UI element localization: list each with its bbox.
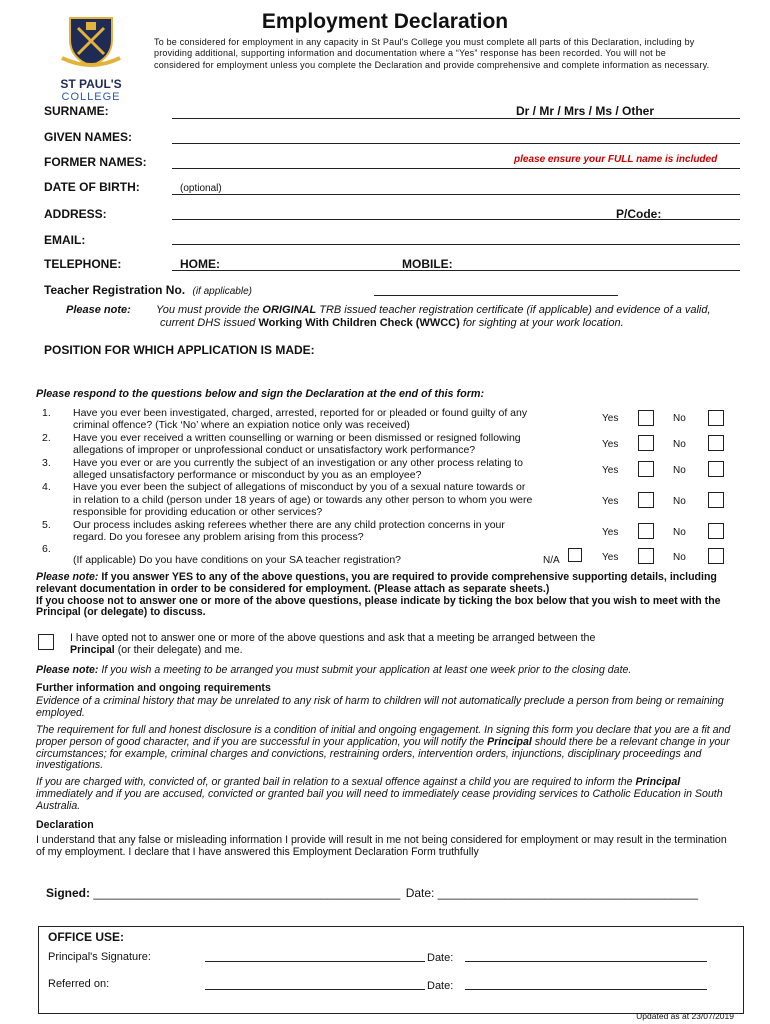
address-field[interactable] [172,219,740,220]
telephone-label: TELEPHONE: [44,257,122,271]
surname-field[interactable] [172,118,740,119]
teacher-reg-row [44,283,252,297]
q3-no-checkbox[interactable] [708,461,724,477]
question-1 [42,407,587,432]
q3-yes-checkbox[interactable] [638,461,654,477]
question-text: Have you ever received a written counselling or warning or been dismissed or resigned following [73,431,521,444]
q2-yes-label: Yes [602,439,619,450]
further-heading: Further information and ongoing requirements [36,682,271,694]
former-names-label: FORMER NAMES: [44,155,147,169]
principal-date-label: Date: [427,952,454,964]
opt-out-text [70,633,730,657]
question-text: Have you ever been the subject of allegations of misconduct by you of a sexual nature towards or [73,481,526,494]
further-part: immediately and if you are accused, convicted or granted bail you will need to immediately cease providing services to Catholic Education in South Australia. [36,787,723,812]
signature-row [46,886,698,900]
question-text: Have you ever been investigated, charged, arrested, reported for or pleaded or found guilty of any [73,407,528,419]
referred-date-field[interactable] [465,989,707,990]
q5-no-checkbox[interactable] [708,523,724,539]
q3-no-label: No [673,465,686,476]
question-6 [42,543,587,566]
teacher-note-part: current DHS issued [160,317,259,329]
dob-hint: (optional) [180,183,222,194]
teacher-note-part: You must provide the [156,304,263,316]
q6-yes-label: Yes [602,552,619,563]
question-text: regard. Do you foresee any problem arising from this process? [73,531,364,544]
question-number: 2. [42,431,51,444]
home-label: HOME: [180,257,220,271]
page-title: Employment Declaration [261,10,509,33]
declaration-heading: Declaration [36,819,94,831]
q5-yes-label: Yes [602,527,619,538]
former-names-field[interactable] [172,168,740,169]
question-4 [42,481,587,518]
question-5 [42,519,587,544]
q6-no-label: No [673,552,686,563]
question-2 [42,432,587,457]
office-use-box [38,926,744,1014]
question-number: 4. [42,481,51,494]
email-field[interactable] [172,244,740,245]
office-use-title: OFFICE USE: [48,930,125,944]
q2-no-label: No [673,439,686,450]
questions-list [42,407,587,567]
principal-signature-label: Principal's Signature: [48,951,151,963]
q4-yes-label: Yes [602,496,619,507]
title-options: Dr / Mr / Mrs / Ms / Other [516,104,655,118]
dob-label: DATE OF BIRTH: [44,180,140,194]
declaration-text: I understand that any false or misleading information I provide will result in me not being considered for employment or may result in the termination of my employment. I declare that I have answered this Employment Declaration Form truthfully [36,834,727,858]
q1-no-checkbox[interactable] [708,410,724,426]
question-number: 5. [42,518,51,531]
question-number: 3. [42,456,51,469]
further-part: should there be a relevant change in your circumstances; for example, criminal charges and convictions, restraining orders, intervention orders, injunctions, disciplinary proceedings and investigations. [36,735,730,772]
teacher-reg-applicable: (if applicable) [192,286,252,297]
question-text: criminal offence? (Tick ‘No’ where an expiation notice only was received) [73,419,410,432]
question-text: responsible for providing education or other services? [73,506,323,519]
signed-date-label: Date: [405,886,435,900]
opt-out-part: (or their delegate) and me. [114,643,243,656]
q4-yes-checkbox[interactable] [638,492,654,508]
logo-line1: ST PAUL'S [60,77,122,91]
signed-date-field[interactable]: _______________________________________ [437,886,698,900]
given-names-field[interactable] [172,143,740,144]
q2-no-checkbox[interactable] [708,435,724,451]
teacher-note-part: for sighting at your work location. [459,317,624,329]
please-note-label: Please note: [36,571,99,583]
further-text-2 [36,725,736,772]
opt-out-part: I have opted not to answer one or more of the above questions and ask that a meeting be arranged between the [70,632,596,644]
logo-line2: COLLEGE [61,91,121,103]
please-note-meeting [36,665,736,677]
q4-no-label: No [673,496,686,507]
question-number: 6. [42,543,51,556]
teacher-note-original: ORIGINAL [262,304,317,316]
question-text: in relation to a child (person under 18 years of age) or towards any other person to whom you were [73,493,533,506]
address-label: ADDRESS: [44,207,107,221]
full-name-note: please ensure your FULL name is included [514,154,718,165]
please-note-label: Please note: [36,664,99,676]
position-label: POSITION FOR WHICH APPLICATION IS MADE: [44,343,315,357]
please-note-yes [36,572,736,619]
q6-yes-checkbox[interactable] [638,548,654,564]
further-text-3 [36,777,736,812]
opt-out-principal: Principal [70,643,115,656]
referred-label: Referred on: [48,978,110,990]
na-label: N/A [543,555,560,566]
further-principal: Principal [487,735,532,748]
principal-date-field[interactable] [465,961,707,962]
updated-footer: Updated as at 23/07/2019 [636,1011,734,1021]
email-label: EMAIL: [44,233,86,247]
question-text: alleged unsatisfactory performance or misconduct by you as an employee? [73,469,422,482]
teacher-note-part: TRB issued teacher registration certificate (if applicable) and evidence of a valid, [316,304,711,316]
question-number: 1. [42,407,51,419]
further-part: The requirement for full and honest disclosure is a condition of initial and ongoing engagement. In signing this form you declare that you are a fit and proper person of good character, and if you are successful in your application, you will notify the [36,724,731,748]
principal-signature-field[interactable] [205,961,425,962]
signed-label: Signed: [46,886,90,900]
further-part: If you are charged with, convicted of, or granted bail in relation to a sexual offence against a child you are required to inform the [36,776,636,788]
please-note-text: If you answer YES to any of the above questions, you are required to provide comprehensive supporting details, including relevant documentation in order to be considered for employment. (Please attach as separate sheets.) [36,571,717,595]
q1-yes-label: Yes [602,413,619,424]
question-text: Have you ever or are you currently the subject of an investigation or any other process relating to [73,456,523,469]
question-3 [42,457,587,482]
q1-yes-checkbox[interactable] [638,410,654,426]
q1-no-label: No [673,413,686,424]
q2-yes-checkbox[interactable] [638,435,654,451]
q4-no-checkbox[interactable] [708,492,724,508]
please-note-text-2: If you choose not to answer one or more of the above questions, please indicate by ticking the box below that you wish to meet with the Principal (or delegate) to discuss. [36,594,721,619]
teacher-note-wwcc: Working With Children Check (WWCC) [258,317,460,329]
teacher-reg-field[interactable] [374,295,618,296]
q5-no-label: No [673,527,686,538]
opt-out-checkbox[interactable] [38,634,54,650]
telephone-field[interactable] [172,270,740,271]
q6-na-checkbox[interactable] [568,548,582,562]
q3-yes-label: Yes [602,465,619,476]
q6-no-checkbox[interactable] [708,548,724,564]
signature-field[interactable]: ______________________________________________ [93,886,401,900]
dob-field[interactable] [172,194,740,195]
further-principal: Principal [635,776,681,788]
further-text-1: Evidence of a criminal history that may be unrelated to any risk of harm to children will not automatically preclude a person from being or remaining employed. [36,695,724,719]
question-text: (If applicable) Do you have conditions on your SA teacher registration? [73,554,402,567]
question-text: allegations of improper or unprofessional conduct or unsatisfactory work performance? [73,444,476,457]
teacher-note-text [156,304,756,330]
surname-label: SURNAME: [44,104,109,118]
questions-intro: Please respond to the questions below and sign the Declaration at the end of this form: [36,388,485,400]
teacher-reg-label: Teacher Registration No. [44,283,186,297]
teacher-note-label: Please note: [66,304,131,316]
intro-text: To be considered for employment in any capacity in St Paul's College you must complete all parts of this Declaration, including by providing additional, supporting information and documentation where a “Yes” response has been recorded. You will not be considered for employment unless you complete the Declaration and provide comprehensive and complete information as necessary. [154,37,710,70]
question-text: Our process includes asking referees whether there are any child protection concerns in your [73,518,505,531]
given-names-label: GIVEN NAMES: [44,130,133,144]
mobile-label: MOBILE: [402,257,453,271]
referred-date-label: Date: [427,980,454,992]
postcode-label: P/Code: [616,207,662,221]
referred-field[interactable] [205,989,425,990]
please-note-text: If you wish a meeting to be arranged you must submit your application at least one week prior to the closing date. [98,664,632,676]
q5-yes-checkbox[interactable] [638,523,654,539]
